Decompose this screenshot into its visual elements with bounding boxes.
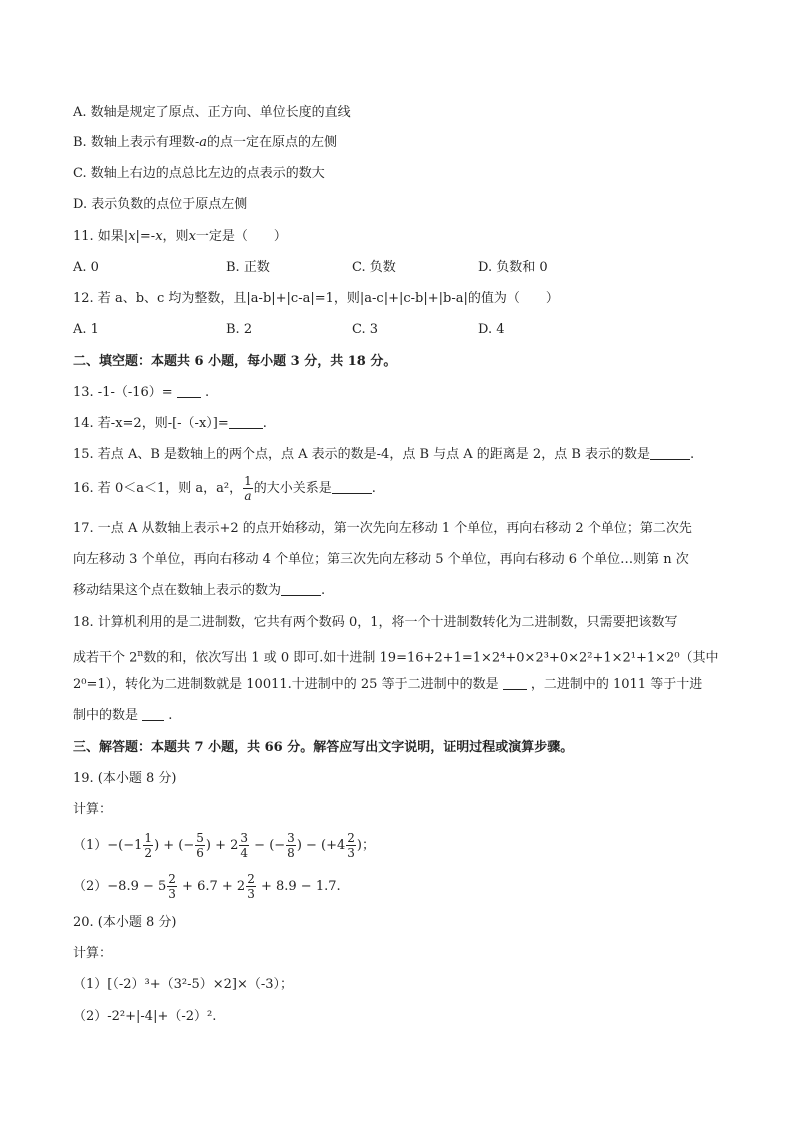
answer-blank[interactable] [650,446,690,460]
q16-fraction [243,474,253,503]
q18-text: ，二进制中的 1011 等于十进 [530,677,703,692]
fraction-denominator: 3 [347,846,355,860]
expr-text: −8.9 − 5 [107,879,167,894]
fraction [286,831,296,860]
expr-text: ) + 2 [205,838,239,853]
q18-end: . [168,708,173,723]
q10-b-text-end: 的点一定在原点的左侧 [206,135,337,150]
q14-end: . [262,416,267,431]
q18-line-1: 18. 计算机利用的是二进制数，它共有两个数码 0，1，将一个十进制数转化为二进制数，只需要把该数写 [73,615,678,630]
fraction-numerator: 2 [168,872,176,886]
fraction-denominator: 3 [168,887,176,901]
fraction-denominator: 2 [144,846,153,860]
q13 [73,384,209,402]
fraction-denominator: 3 [247,887,255,901]
q17-line-2: 向左移动 3 个单位，再向右移动 4 个单位；第三次先向左移动 5 个单位，再向右移动 6 个单位…则第 n 次 [73,552,689,567]
q12-stem: 12. 若 a、b、c 均为整数，且|a-b|+|c-a|=1，则|a-c|+|c-b|+|b-a|的值为（ ） [73,291,559,306]
q18-text: 成若干个 2 [73,650,138,666]
q18-text: 数的和，依次写出 1 或 0 即可.如十进制 19=16+2+1=1×2⁴+0×2³+0×2²+1×2¹+1×2⁰（其中 [143,650,719,666]
fraction [167,872,177,901]
q11-text: ，则 [162,229,189,244]
q11-text: 11. 如果| [73,229,129,244]
q18-superscript: n [137,649,144,659]
fraction-numerator: 5 [196,831,204,845]
q20-heading: 20. (本小题 8 分) [73,915,177,930]
fraction-numerator: 2 [247,872,255,886]
q10-option-c: C. 数轴上右边的点总比左边的点表示的数大 [73,166,325,181]
q12-option-b: B. 2 [226,322,253,337]
fraction [346,831,356,860]
q15-end: . [690,447,695,462]
fraction-numerator: 1 [144,831,153,845]
fraction-var: a [244,489,252,503]
expr-text: + 6.7 + 2 [177,879,246,894]
q20-part-2: （2）-2²+|-4|+（-2）². [73,1009,217,1024]
expr-text: − (− [250,838,286,853]
q18-line-3 [73,676,702,694]
answer-blank[interactable] [503,676,527,690]
q13-end: . [204,385,210,400]
section-2-heading: 二、填空题：本题共 6 小题，每小题 3 分，共 18 分。 [73,354,397,369]
q17-text: 移动结果这个点在数轴上表示的数为 [73,583,282,598]
fraction-numerator: 1 [244,474,252,488]
expr-text: + 8.9 − 1.7. [256,879,341,894]
q11-text: |=- [135,229,156,244]
answer-blank[interactable] [177,384,201,398]
q11-var: x [155,229,163,244]
q19-part-2 [73,869,341,905]
q10-b-var: a [199,135,207,150]
q17-end: . [321,583,326,598]
q17-line-1: 17. 一点 A 从数轴上表示+2 的点开始移动，第一次先向左移动 1 个单位，再向右移动 2 个单位；第二次先 [73,521,692,536]
fraction-denominator: 4 [240,846,249,860]
fraction [246,872,256,901]
fraction-numerator: 3 [240,831,249,845]
answer-blank[interactable] [142,707,164,721]
q11-option-b: B. 正数 [226,260,270,275]
q10-b-text: B. 数轴上表示有理数- [73,135,200,150]
fraction [195,831,205,860]
q12-option-d: D. 4 [478,322,505,337]
expr-text: −(−1 [107,838,143,853]
q15 [73,446,694,464]
fraction [239,831,249,860]
q20-instruction: 计算： [73,946,113,961]
q17-line-3 [73,582,325,600]
expr-text: ) + (− [154,838,195,853]
q19-instruction: 计算： [73,802,113,817]
part-label: （2） [73,879,108,894]
q14 [73,415,267,433]
q15-text: 15. 若点 A、B 是数轴上的两个点，点 A 表示的数是-4，点 B 与点 A 的距离是 2，点 B 表示的数是 [73,447,651,462]
q11-text: 一定是（ ） [195,229,287,244]
q11-option-a: A. 0 [73,260,99,275]
answer-blank[interactable] [229,415,263,429]
fraction-denominator: 6 [196,846,204,860]
answer-blank[interactable] [281,582,321,596]
fraction-denominator: 8 [287,846,295,860]
expr-text: )； [356,838,375,853]
q11-option-d: D. 负数和 0 [478,260,548,275]
q10-option-a: A. 数轴是规定了原点、正方向、单位长度的直线 [73,105,351,120]
q16 [73,474,376,504]
answer-blank[interactable] [332,480,372,494]
q18-line-4 [73,707,172,725]
q18-text: 制中的数是 [73,708,139,723]
fraction-numerator: 3 [287,831,295,845]
q11-option-c: C. 负数 [352,260,396,275]
q11-var: x [128,229,136,244]
q10-option-d: D. 表示负数的点位于原点左侧 [73,197,248,212]
q13-text: 13. -1-（-16）= [73,385,173,400]
fraction [143,831,153,860]
expr-text: ) − (+4 [296,838,346,853]
fraction-denominator [243,489,252,503]
q12-option-a: A. 1 [73,322,99,337]
q10-option-b [73,134,337,152]
part-label: （1） [73,838,108,853]
q20-part-1: （1）[（-2）³+（3²-5）×2]×（-3）； [73,977,294,992]
q16-end: . [371,481,376,496]
q16-text-end: 的大小关系是 [253,481,332,496]
q14-text: 14. 若-x=2，则-[-（-x）]= [73,416,229,431]
q12-option-c: C. 3 [352,322,379,337]
q11-var: x [188,229,196,244]
fraction-numerator: 2 [347,831,355,845]
q11-stem [73,228,287,246]
q19-part-1 [73,828,375,864]
q18-text: 2⁰=1），转化为二进制数就是 10011.十进制中的 25 等于二进制中的数是 [73,677,499,692]
section-3-heading: 三、解答题：本题共 7 小题，共 66 分。解答应写出文字说明，证明过程或演算步骤。 [73,740,574,755]
q16-text: 16. 若 0＜a＜1，则 a，a²， [73,481,243,496]
q18-line-2 [73,645,719,667]
q19-heading: 19. (本小题 8 分) [73,771,177,786]
